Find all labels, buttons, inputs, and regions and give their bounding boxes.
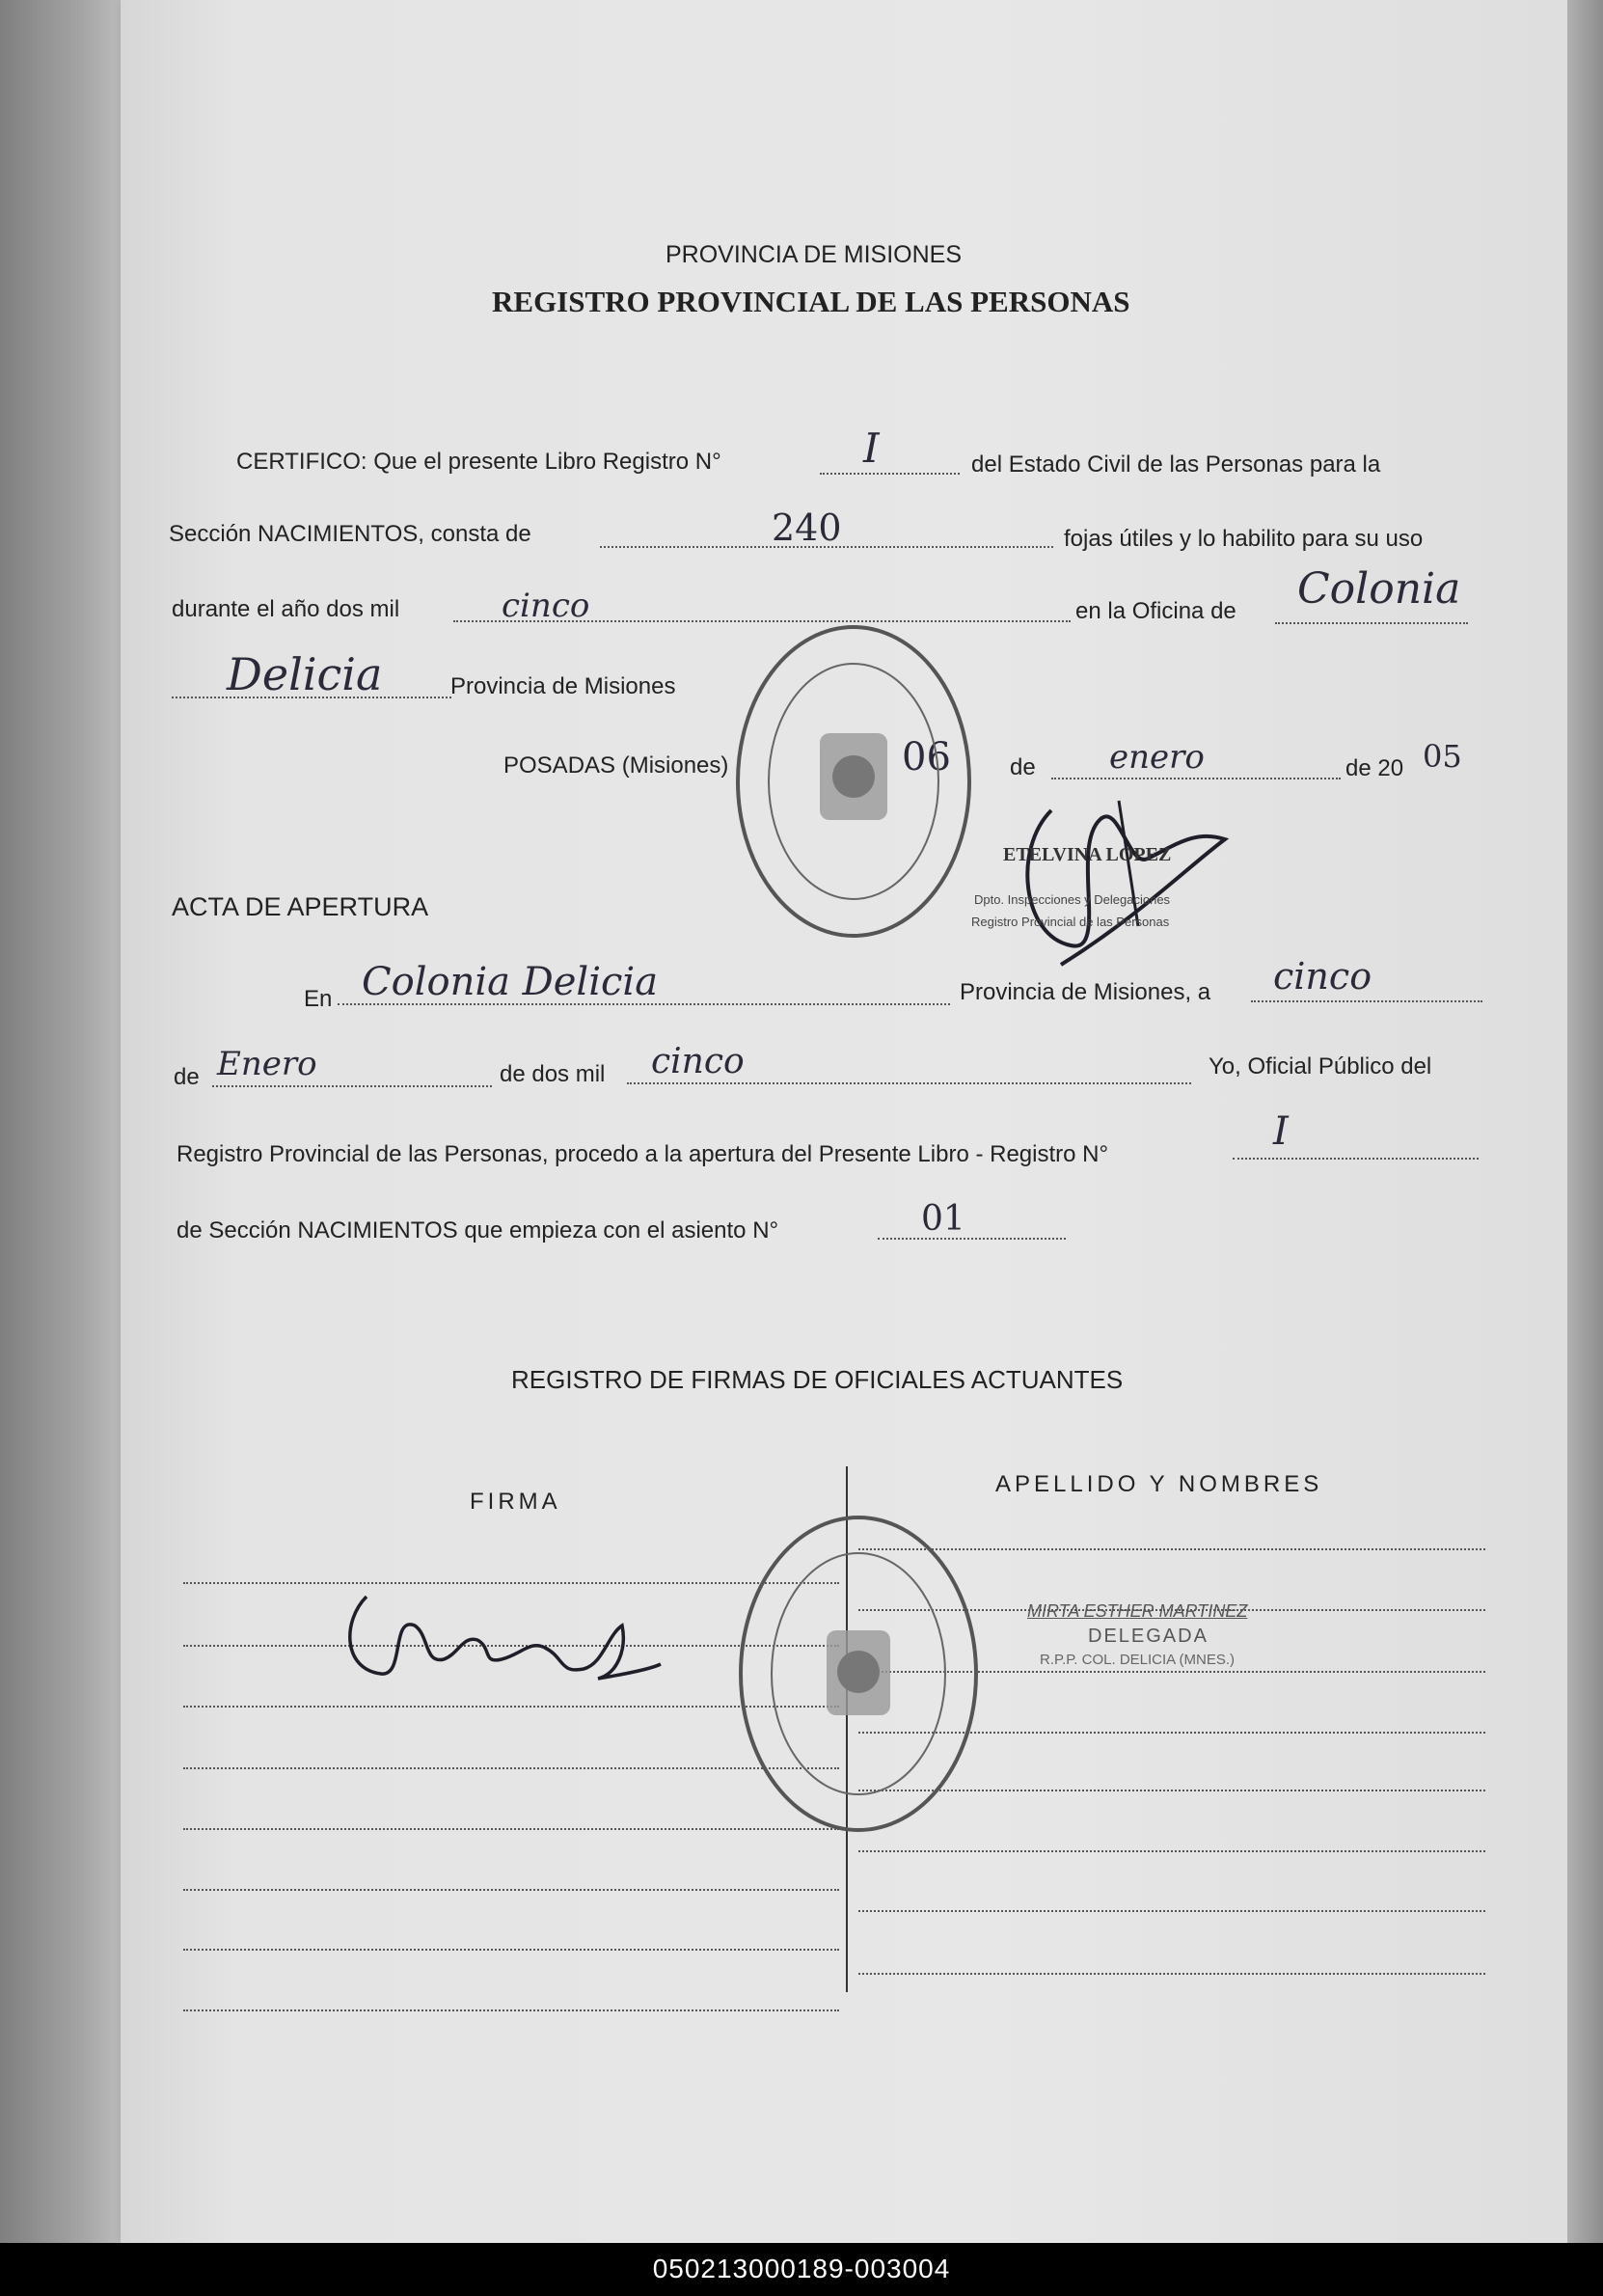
acta-line4-text: de Sección NACIMIENTOS que empieza con el asiento N°: [177, 1217, 779, 1244]
document-page: [121, 0, 1567, 2243]
official-seal-1: [728, 617, 979, 945]
cert-office-handwritten: Colonia: [1297, 564, 1461, 614]
official-seal-2: [733, 1510, 984, 1838]
cert-line3-office-label: en la Oficina de: [1075, 598, 1236, 624]
cert-book-number-field: [820, 473, 960, 475]
column-nombres-header: APELLIDO Y NOMBRES: [995, 1471, 1323, 1497]
acta-book-number: I: [1273, 1109, 1289, 1154]
officer-2-name-stamp: MIRTA ESTHER MARTINEZ: [1027, 1601, 1248, 1621]
cert-year-prefix: de 20: [1345, 755, 1404, 781]
acta-month-field: [212, 1085, 492, 1087]
officer-2-office-stamp: R.P.P. COL. DELICIA (MNES.): [1040, 1652, 1236, 1668]
cert-date-de-label: de: [1010, 754, 1036, 780]
firma-row: [183, 1949, 839, 1951]
acta-line1-en: En: [304, 986, 333, 1012]
cert-year-handwritten: cinco: [502, 587, 590, 625]
cert-book-number: I: [863, 424, 880, 472]
cert-fojas-count: 240: [772, 506, 842, 549]
acta-entry-number: 01: [921, 1199, 965, 1239]
acta-title: ACTA DE APERTURA: [172, 892, 429, 921]
acta-line2-text: de dos mil: [500, 1061, 606, 1087]
province-heading: PROVINCIA DE MISIONES: [666, 241, 963, 268]
cert-office-handwritten-2: Delicia: [227, 648, 383, 700]
cert-line4-text: Provincia de Misiones: [450, 673, 676, 699]
acta-year-field: [627, 1082, 1191, 1084]
officer-2-role-stamp: DELEGADA: [1088, 1626, 1209, 1647]
page-stack-edge: [1567, 0, 1603, 2243]
cert-month-handwritten: enero: [1109, 738, 1205, 777]
officer-signature-1: [1003, 772, 1254, 974]
acta-line2-de: de: [174, 1064, 200, 1090]
nombres-row: [858, 1850, 1485, 1852]
acta-month-handwritten: Enero: [217, 1045, 317, 1083]
cert-line2-text: Sección NACIMIENTOS, consta de: [169, 521, 531, 547]
officer-1-office-stamp: Registro Provincial de las Personas: [971, 915, 1170, 929]
nombres-row: [858, 1973, 1485, 1975]
firma-row: [183, 1889, 839, 1891]
acta-place-handwritten: Colonia Delicia: [362, 960, 659, 1004]
cert-line1-text: CERTIFICO: Que el presente Libro Registro N°: [236, 449, 721, 475]
acta-day-field: [1251, 1000, 1482, 1002]
signatures-title: REGISTRO DE FIRMAS DE OFICIALES ACTUANTES: [511, 1365, 1124, 1394]
registry-heading: REGISTRO PROVINCIAL DE LAS PERSONAS: [492, 285, 1130, 318]
cert-line1-text-end: del Estado Civil de las Personas para la: [971, 451, 1381, 478]
cert-office-field: [1275, 622, 1468, 624]
cert-place-date-label: POSADAS (Misiones): [503, 752, 729, 779]
nombres-row: [858, 1910, 1485, 1912]
officer-signature-2: [338, 1582, 666, 1688]
acta-year-handwritten: cinco: [651, 1042, 745, 1081]
acta-line1-text: Provincia de Misiones, a: [960, 979, 1211, 1005]
acta-line2-officer: Yo, Oficial Público del: [1209, 1053, 1432, 1080]
book-binding-edge: [0, 0, 121, 2243]
document-id: 050213000189-003004: [652, 2254, 951, 2283]
acta-day-handwritten: cinco: [1273, 955, 1372, 998]
officer-1-dept-stamp: Dpto. Inspecciones y Delegaciones: [974, 892, 1171, 907]
acta-book-number-field: [1233, 1158, 1479, 1160]
cert-day-handwritten: 06: [902, 735, 951, 779]
cert-line2-text-end: fojas útiles y lo habilito para su uso: [1064, 526, 1424, 552]
firma-row: [183, 2009, 839, 2011]
cert-line3-text: durante el año dos mil: [172, 596, 400, 622]
acta-entry-number-field: [878, 1238, 1066, 1240]
column-firma-header: FIRMA: [470, 1489, 561, 1515]
acta-line3-text: Registro Provincial de las Personas, procedo a la apertura del Presente Libro - Registro N°: [177, 1141, 1109, 1167]
officer-1-name-stamp: ETELVINA LOPEZ: [1003, 844, 1172, 865]
cert-year-suffix-handwritten: 05: [1423, 738, 1462, 775]
